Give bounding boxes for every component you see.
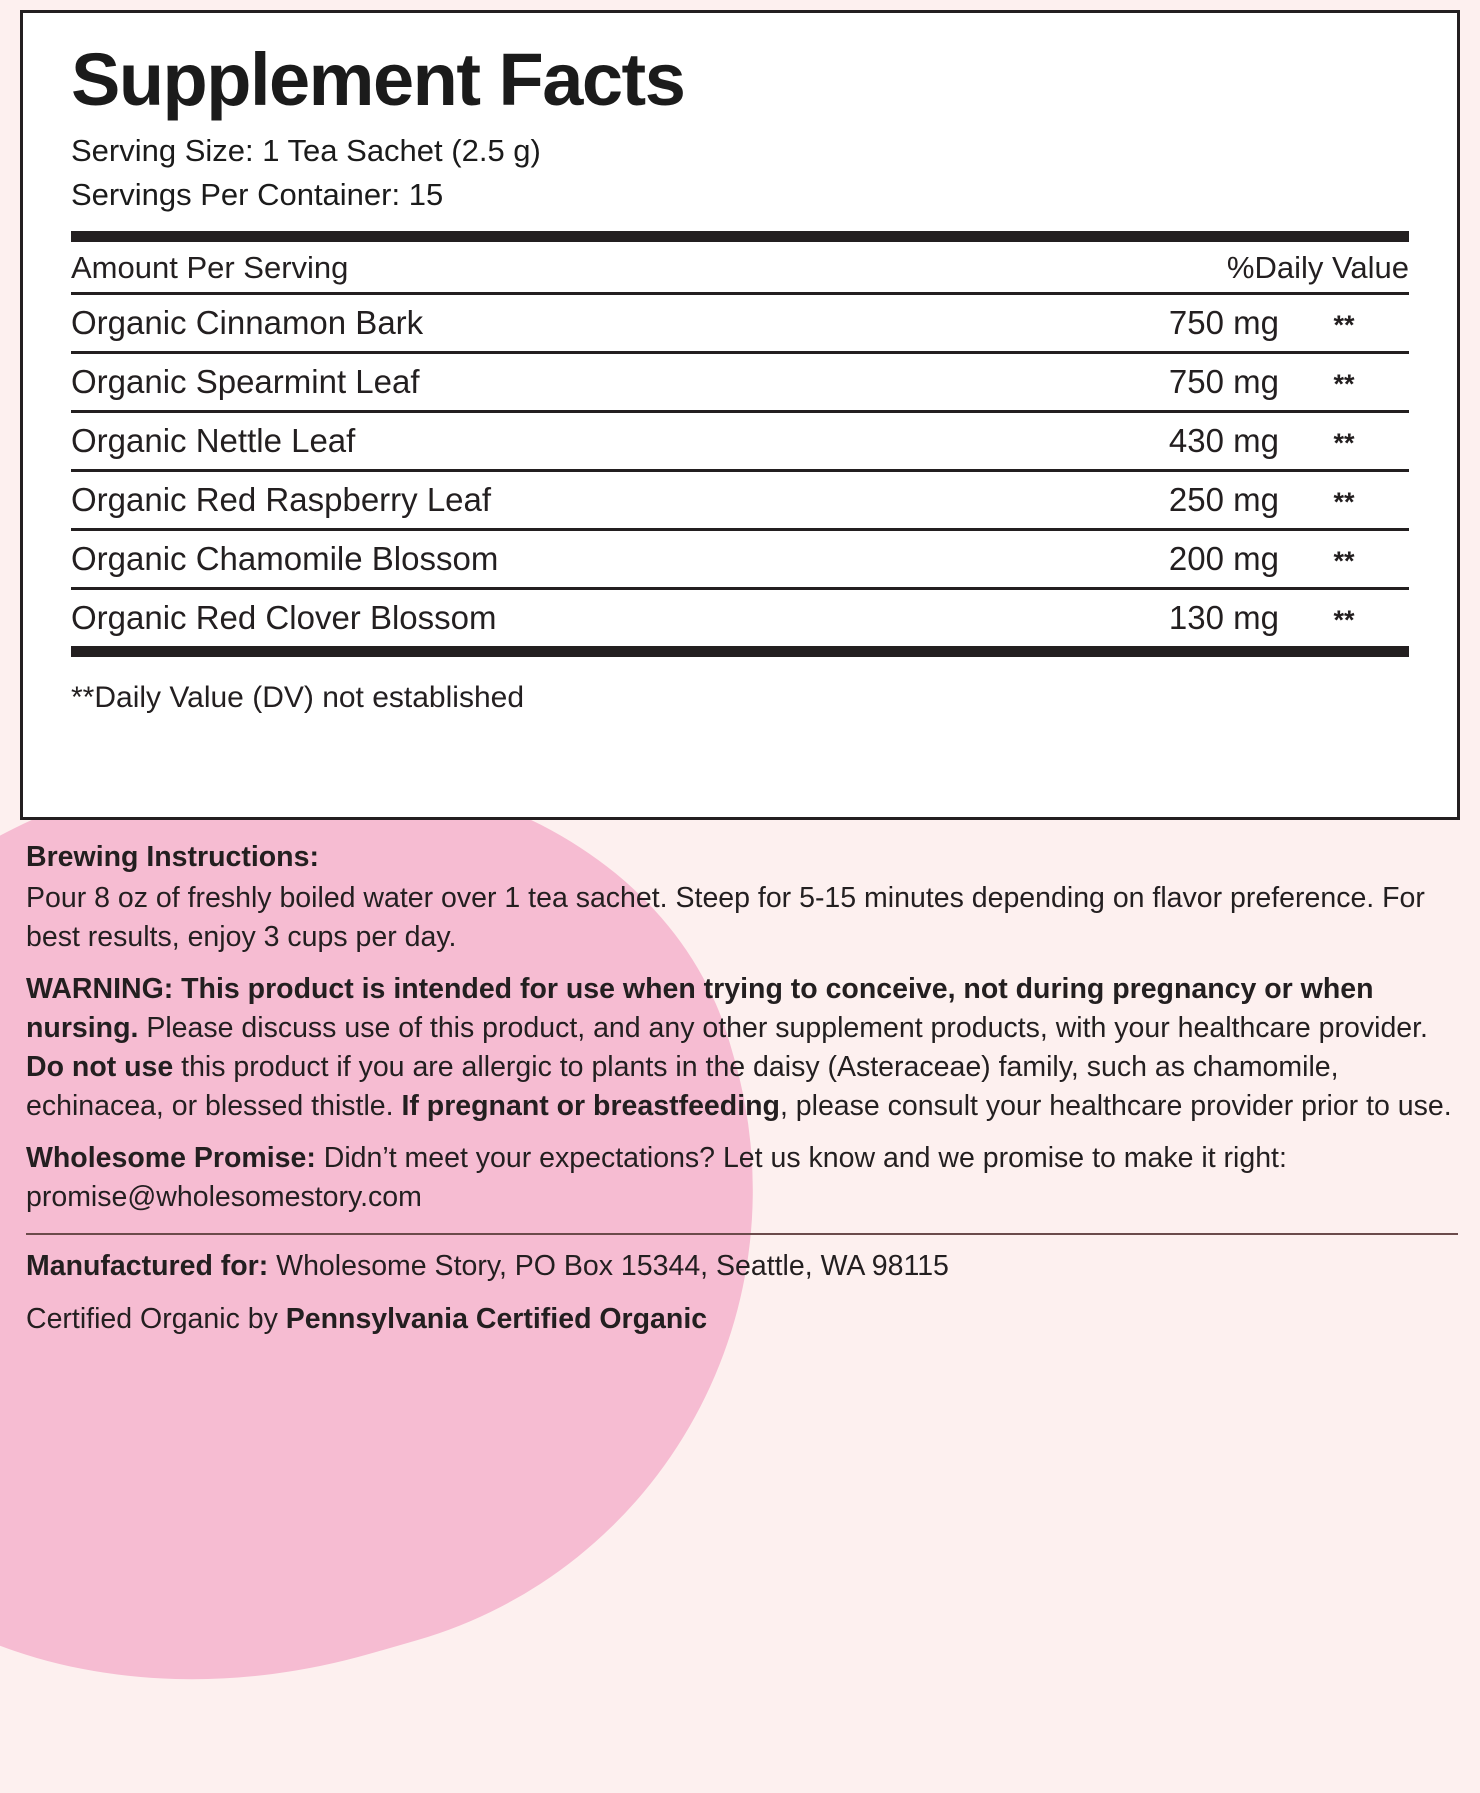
- ingredient-name: Organic Nettle Leaf: [71, 411, 1032, 470]
- wholesome-promise-text: Didn’t meet your expectations? Let us know and we promise to make it right:: [315, 1142, 1287, 1175]
- ingredient-daily-value: **: [1279, 470, 1409, 529]
- ingredients-table: [71, 295, 1409, 646]
- ingredient-name: Organic Spearmint Leaf: [71, 352, 1032, 411]
- serving-size-line: Serving Size: 1 Tea Sachet (2.5 g): [71, 132, 541, 168]
- promise-email-link[interactable]: promise@wholesomestory.com: [26, 1181, 422, 1213]
- ingredient-daily-value: **: [1279, 529, 1409, 588]
- ingredient-amount: 130 mg: [1168, 598, 1279, 636]
- wholesome-promise-paragraph: [26, 1139, 1458, 1217]
- table-row: [71, 295, 1409, 353]
- wholesome-promise-heading: Wholesome Promise:: [26, 1142, 316, 1175]
- table-row: [71, 588, 1409, 646]
- brewing-instructions-text: Pour 8 oz of freshly boiled water over 1 tea sachet. Steep for 5-15 minutes depending on flavor preference. For best results, enjoy 3 cups per day.: [26, 881, 1425, 953]
- warning-bold-if-pregnant: If pregnant or breastfeeding: [401, 1089, 780, 1122]
- page-title: Supplement Facts: [71, 38, 685, 121]
- ingredient-daily-value: **: [1279, 352, 1409, 411]
- ingredient-name: Organic Red Clover Blossom: [71, 598, 497, 636]
- ingredient-daily-value: **: [1279, 411, 1409, 470]
- ingredient-amount: 250 mg: [1032, 470, 1279, 529]
- ingredient-daily-value: **: [1333, 604, 1355, 635]
- certified-organic-prefix: Certified Organic by: [26, 1302, 286, 1335]
- divider-thick-top: [71, 231, 1409, 242]
- warning-bold-lead: WARNING: This product is intended for use when trying to conceive, not during pregnancy or when nursing.: [26, 973, 1374, 1044]
- table-row: [71, 470, 1409, 529]
- amount-per-serving-header: Amount Per Serving: [71, 249, 349, 285]
- daily-value-header: %Daily Value: [1226, 249, 1409, 285]
- ingredient-name: Organic Chamomile Blossom: [71, 529, 1032, 588]
- warning-text-1: Please discuss use of this product, and any other supplement products, with your healthcare provider.: [138, 1012, 1428, 1044]
- table-row: [71, 529, 1409, 588]
- ingredient-name: Organic Cinnamon Bark: [71, 295, 1032, 353]
- table-header-row: [71, 242, 1409, 292]
- manufactured-for-line: [26, 1247, 1458, 1286]
- warning-paragraph: [26, 970, 1458, 1125]
- warning-text-3: , please consult your healthcare provider prior to use.: [779, 1089, 1452, 1122]
- table-row: [71, 411, 1409, 470]
- ingredient-amount: 430 mg: [1032, 411, 1279, 470]
- ingredient-amount: 750 mg: [1032, 295, 1279, 353]
- ingredient-amount: 750 mg: [1032, 352, 1279, 411]
- footer-divider: [26, 1233, 1458, 1235]
- divider-thick-bottom: [71, 646, 1409, 657]
- ingredient-name: Organic Red Raspberry Leaf: [71, 470, 1032, 529]
- ingredient-amount: 200 mg: [1032, 529, 1279, 588]
- servings-per-container-line: Servings Per Container: 15: [71, 176, 444, 212]
- daily-value-footnote: **Daily Value (DV) not established: [71, 680, 525, 714]
- manufactured-for-address: Wholesome Story, PO Box 15344, Seattle, WA 98115: [268, 1249, 949, 1282]
- table-row: [71, 352, 1409, 411]
- brewing-instructions-heading: Brewing Instructions:: [26, 841, 319, 873]
- warning-text-2: this product if you are allergic to plants in the daisy (Asteraceae) family, such as chamomile, echinacea, or blessed thistle.: [26, 1050, 1339, 1122]
- manufactured-for-heading: Manufactured for:: [26, 1249, 269, 1282]
- warning-bold-do-not-use: Do not use: [26, 1050, 174, 1083]
- label-info-section: [22, 838, 1462, 1352]
- certifier-name: Pennsylvania Certified Organic: [285, 1302, 708, 1335]
- certified-organic-line: [26, 1300, 1458, 1339]
- ingredient-daily-value: **: [1279, 295, 1409, 353]
- supplement-facts-panel: [20, 10, 1460, 820]
